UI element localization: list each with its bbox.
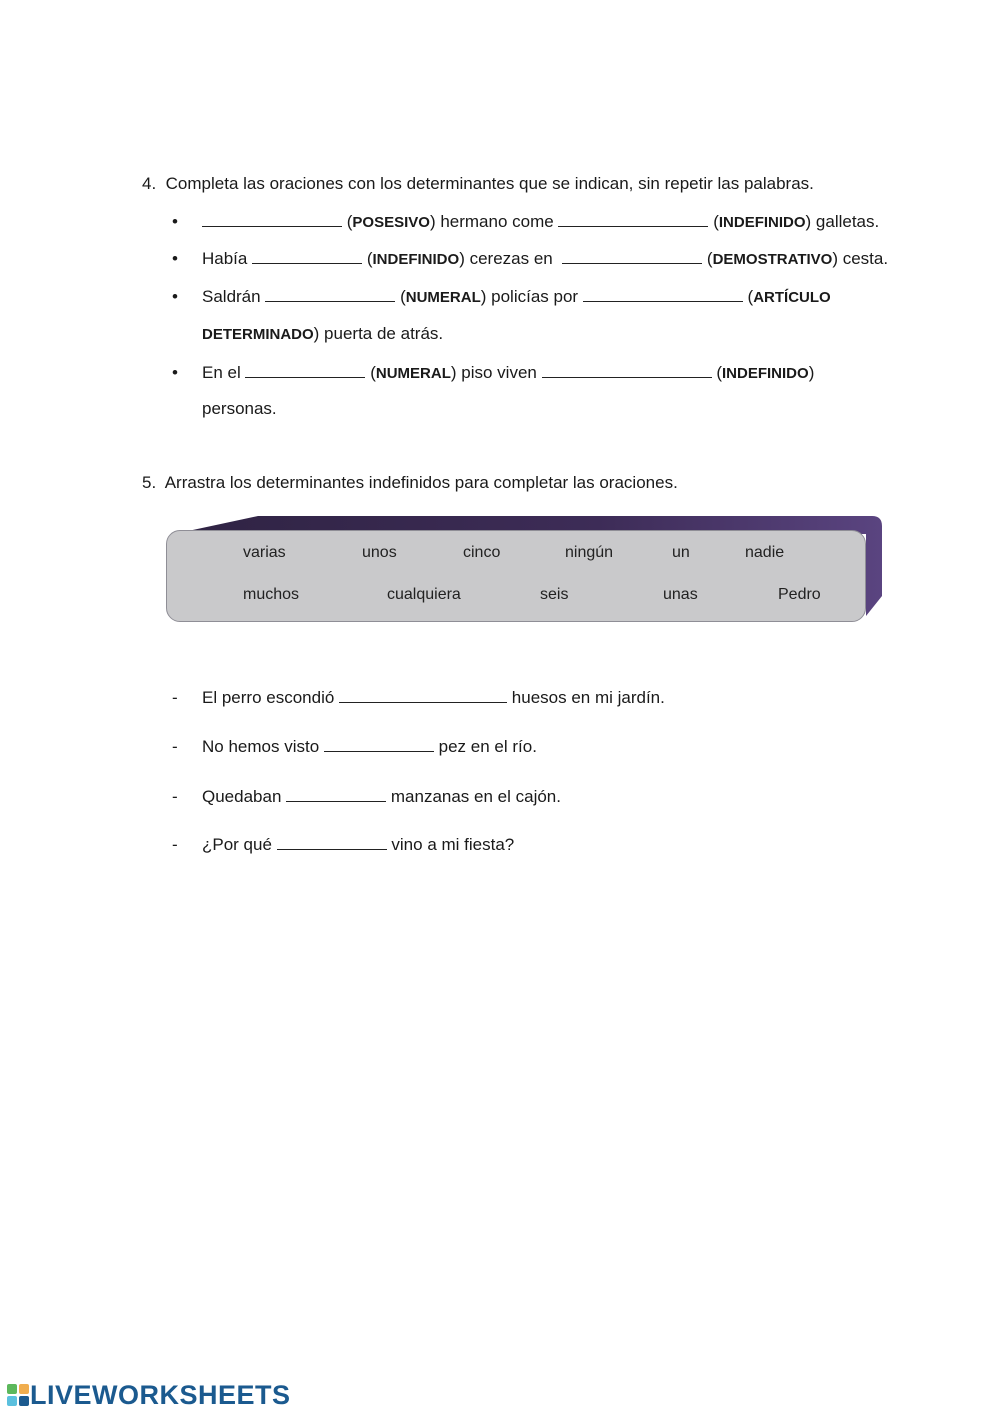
bullet-icon: • <box>172 287 178 306</box>
question-5-prompt: 5. Arrastra los determinantes indefinidos para completar las oraciones. <box>142 473 678 492</box>
q5-sentence-4: ¿Por qué vino a mi fiesta? <box>202 835 515 854</box>
word-chip-unos[interactable]: unos <box>362 544 397 561</box>
answer-blank[interactable] <box>558 212 708 227</box>
q4-item-2: Había (INDEFINIDO) cerezas en (DEMOSTRATIVO) cesta. <box>202 249 889 268</box>
word-chip-cualquiera[interactable]: cualquiera <box>387 586 461 603</box>
answer-blank[interactable] <box>542 363 712 378</box>
drop-blank[interactable] <box>286 787 386 802</box>
dash-marker: - <box>172 737 178 756</box>
dash-marker: - <box>172 787 178 806</box>
drop-blank[interactable] <box>277 835 387 850</box>
drop-blank[interactable] <box>324 737 434 752</box>
drop-blank[interactable] <box>339 688 507 703</box>
q4-item-4: En el (NUMERAL) piso viven (INDEFINIDO) <box>202 363 815 382</box>
q5-sentence-1: El perro escondió huesos en mi jardín. <box>202 688 665 707</box>
q5-sentence-2: No hemos visto pez en el río. <box>202 737 537 756</box>
word-chip-ningun[interactable]: ningún <box>565 544 614 561</box>
answer-blank[interactable] <box>562 249 702 264</box>
logo-blocks-icon <box>6 1383 30 1407</box>
word-bank <box>166 516 884 624</box>
question-4-prompt: 4. Completa las oraciones con los determinantes que se indican, sin repetir las palabras. <box>142 174 814 193</box>
dash-marker: - <box>172 835 178 854</box>
bullet-icon: • <box>172 363 178 382</box>
bullet-icon: • <box>172 212 178 231</box>
answer-blank[interactable] <box>202 212 342 227</box>
answer-blank[interactable] <box>245 363 365 378</box>
word-chip-un[interactable]: un <box>672 544 690 561</box>
q4-item-4-continued: personas. <box>202 399 277 418</box>
word-chip-muchos[interactable]: muchos <box>243 586 300 603</box>
answer-blank[interactable] <box>252 249 362 264</box>
q5-sentence-3: Quedaban manzanas en el cajón. <box>202 787 561 806</box>
dash-marker: - <box>172 688 178 707</box>
word-chip-cinco[interactable]: cinco <box>463 544 501 561</box>
word-chip-seis[interactable]: seis <box>540 586 569 603</box>
answer-blank[interactable] <box>265 287 395 302</box>
answer-blank[interactable] <box>583 287 743 302</box>
q4-item-3-continued: DETERMINADO) puerta de atrás. <box>202 324 444 343</box>
q4-item-3: Saldrán (NUMERAL) policías por (ARTÍCULO <box>202 287 831 306</box>
bullet-icon: • <box>172 249 178 268</box>
q4-item-1: (POSESIVO) hermano come (INDEFINIDO) galletas. <box>202 212 879 232</box>
word-chip-nadie[interactable]: nadie <box>745 544 785 561</box>
liveworksheets-logo[interactable] <box>6 1380 291 1410</box>
word-chip-varias[interactable]: varias <box>243 544 286 561</box>
word-chip-unas[interactable]: unas <box>663 586 698 603</box>
word-chip-pedro[interactable]: Pedro <box>778 586 821 603</box>
logo-text: LIVEWORKSHEETS <box>30 1379 291 1410</box>
